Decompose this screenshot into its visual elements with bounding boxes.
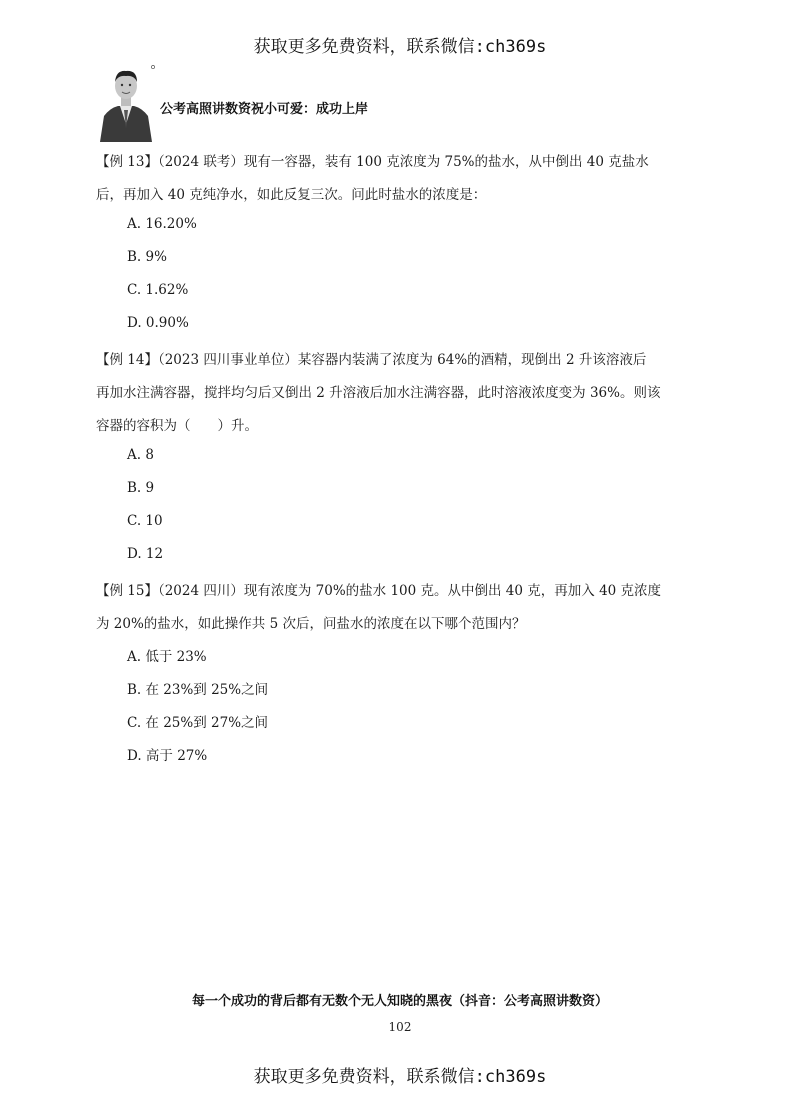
- header-title: 公考高照讲数资祝小可爱：成功上岸: [160, 102, 369, 117]
- question-14-line-3: 容器的容积为（ ）升。: [96, 418, 258, 434]
- question-15-option-d: D. 高于 27%: [127, 748, 208, 764]
- question-14-option-a: A. 8: [127, 447, 154, 463]
- question-13-option-d: D. 0.90%: [127, 315, 189, 331]
- question-15-line-1: 【例 15】（2024 四川）现有浓度为 70%的盐水 100 克。从中倒出 40 克，再加入 40 克浓度: [96, 583, 662, 599]
- question-15-option-c: C. 在 25%到 27%之间: [127, 715, 269, 731]
- question-15-line-2: 为 20%的盐水，如此操作共 5 次后，问盐水的浓度在以下哪个范围内？: [96, 616, 526, 632]
- page-number: 102: [388, 1020, 412, 1034]
- question-13-line-1: 【例 13】（2024 联考）现有一容器，装有 100 克浓度为 75%的盐水，从中倒出 40 克盐水: [96, 154, 649, 170]
- question-15-option-a: A. 低于 23%: [127, 649, 207, 665]
- question-14-line-1: 【例 14】（2023 四川事业单位）某容器内装满了浓度为 64%的酒精，现倒出 2 升该溶液后: [96, 352, 647, 368]
- presenter-photo: [96, 64, 156, 142]
- watermark-top: 获取更多免费资料，联系微信:ch369s: [253, 37, 547, 57]
- question-14-option-b: B. 9: [127, 480, 155, 496]
- question-14-option-d: D. 12: [127, 546, 164, 562]
- question-15-option-b: B. 在 23%到 25%之间: [127, 682, 269, 698]
- question-14-option-c: C. 10: [127, 513, 163, 529]
- question-13-line-2: 后，再加入 40 克纯净水，如此反复三次。问此时盐水的浓度是：: [96, 187, 487, 203]
- question-13-option-b: B. 9%: [127, 249, 167, 265]
- question-14-line-2: 再加水注满容器，搅拌均匀后又倒出 2 升溶液后加水注满容器，此时溶液浓度变为 36%。则该: [96, 385, 661, 401]
- watermark-bottom: 获取更多免费资料，联系微信:ch369s: [253, 1067, 547, 1087]
- footer-slogan: 每一个成功的背后都有无数个无人知晓的黑夜（抖音：公考高照讲数资）: [191, 994, 608, 1009]
- question-13-option-c: C. 1.62%: [127, 282, 189, 298]
- question-13-option-a: A. 16.20%: [127, 216, 197, 232]
